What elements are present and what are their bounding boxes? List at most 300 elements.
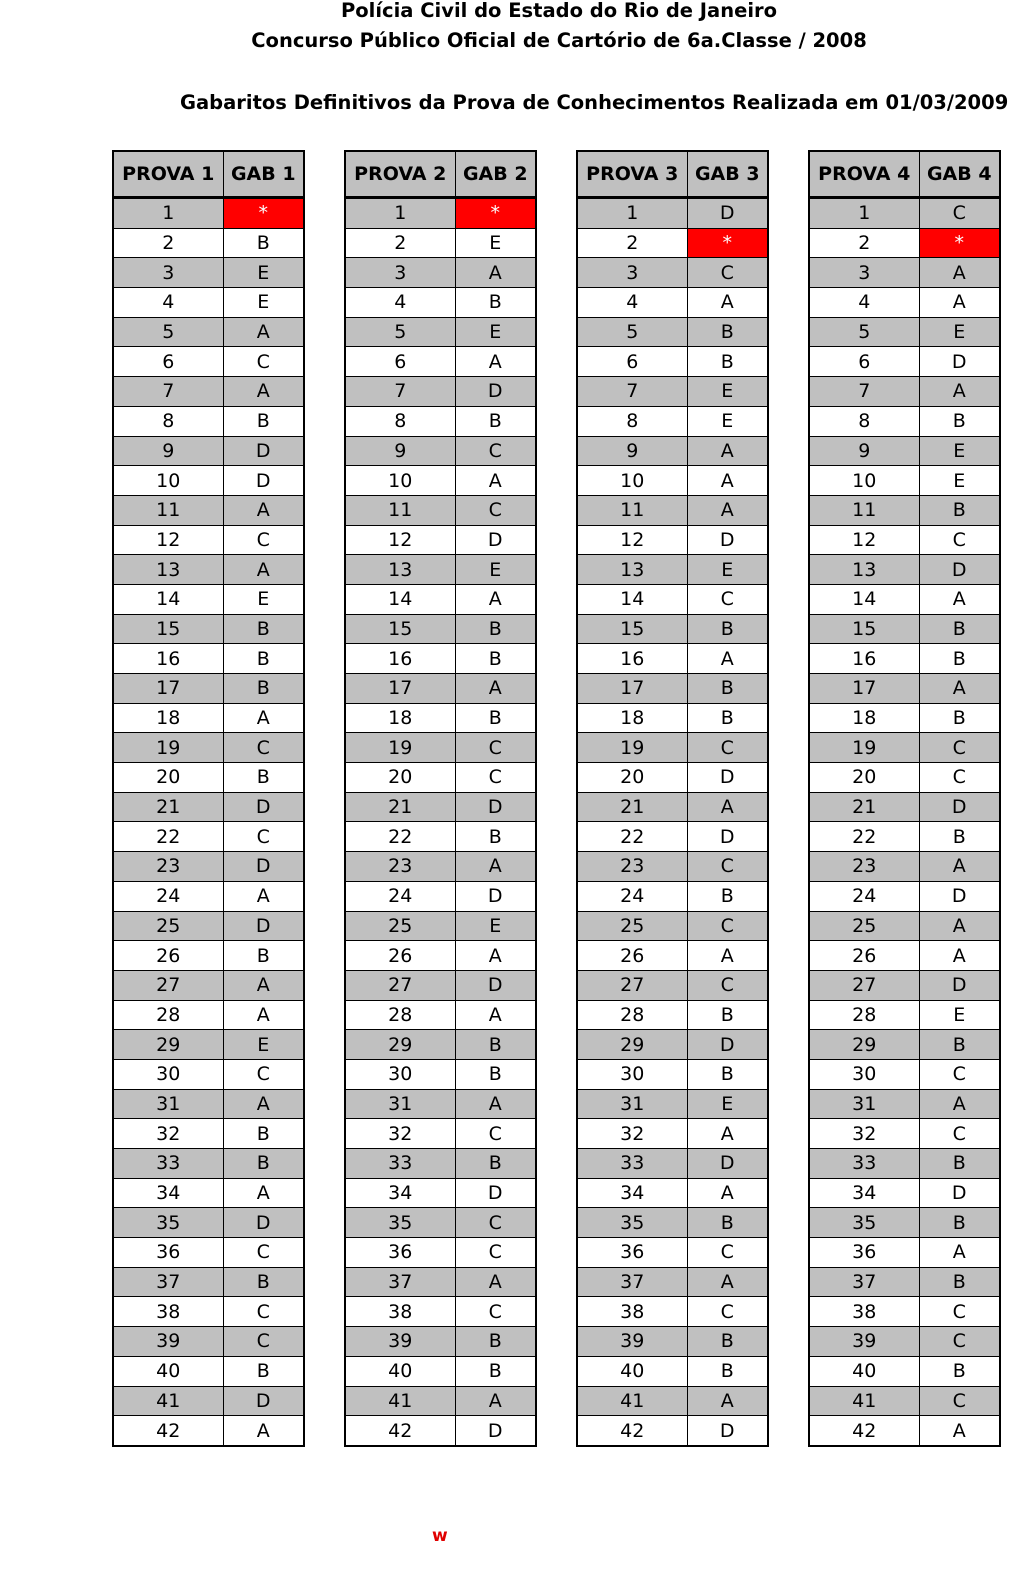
table-row [577,792,768,822]
table-row [809,1297,1000,1327]
answer-key-table-prova-1 [112,150,305,1447]
question-number: 19 [113,733,223,763]
question-number: 40 [345,1356,455,1386]
answer-cell: B [919,1267,1000,1297]
answer-cell: D [223,852,304,882]
table-row [113,1356,304,1386]
table-row [809,288,1000,318]
answer-cell: * [919,228,1000,258]
question-number: 8 [113,406,223,436]
question-number: 7 [113,377,223,407]
table-row [577,614,768,644]
table-row [113,466,304,496]
table-row [809,792,1000,822]
answer-cell: D [455,377,536,407]
answer-cell: C [455,1238,536,1268]
question-number: 5 [113,317,223,347]
answer-cell: A [919,584,1000,614]
table-row [113,1208,304,1238]
answer-cell: B [687,703,768,733]
question-number: 20 [345,763,455,793]
answer-cell: A [223,1000,304,1030]
answer-cell: C [919,1327,1000,1357]
answer-cell: D [687,763,768,793]
question-number: 37 [345,1267,455,1297]
answer-cell: B [687,1327,768,1357]
question-number: 26 [577,941,687,971]
question-number: 16 [345,644,455,674]
table-row [113,1416,304,1446]
question-number: 21 [345,792,455,822]
question-number: 16 [809,644,919,674]
answer-cell: E [687,377,768,407]
table-row [113,317,304,347]
answer-cell: B [687,1208,768,1238]
table-row [345,1356,536,1386]
table-row [577,970,768,1000]
table-row [577,1238,768,1268]
table-row [345,1149,536,1179]
question-number: 17 [113,674,223,704]
answer-cell: D [919,881,1000,911]
question-number: 15 [577,614,687,644]
question-number: 4 [577,288,687,318]
table-row [113,674,304,704]
question-number: 7 [577,377,687,407]
question-number: 8 [809,406,919,436]
answer-cell: D [687,198,768,229]
answer-cell: C [919,198,1000,229]
answer-cell: B [455,1327,536,1357]
table-row [577,674,768,704]
question-number: 17 [577,674,687,704]
question-number: 35 [113,1208,223,1238]
table-row [345,644,536,674]
table-row [577,1416,768,1446]
question-number: 12 [577,525,687,555]
answer-cell: A [223,881,304,911]
table-row [113,1327,304,1357]
question-number: 19 [345,733,455,763]
table-row [809,1030,1000,1060]
table-row [577,288,768,318]
table-row [577,525,768,555]
answer-cell: B [455,406,536,436]
answer-cell: C [455,733,536,763]
question-number: 21 [809,792,919,822]
answer-cell: E [919,1000,1000,1030]
answer-cell: A [455,1267,536,1297]
question-number: 33 [345,1149,455,1179]
question-number: 40 [577,1356,687,1386]
answer-cell: C [919,733,1000,763]
question-number: 41 [577,1386,687,1416]
prova-header: PROVA 4 [809,151,919,198]
answer-cell: A [687,1119,768,1149]
table-row [809,555,1000,585]
table-row [577,1297,768,1327]
question-number: 18 [113,703,223,733]
table-row [577,852,768,882]
answer-cell: C [455,763,536,793]
question-number: 32 [809,1119,919,1149]
answer-cell: A [919,258,1000,288]
question-number: 32 [113,1119,223,1149]
gab-header: GAB 3 [687,151,768,198]
table-row [809,1416,1000,1446]
question-number: 16 [577,644,687,674]
answer-cell: B [455,822,536,852]
question-number: 25 [809,911,919,941]
answer-cell: B [919,1149,1000,1179]
answer-cell: E [455,555,536,585]
answer-cell: B [223,228,304,258]
table-row [345,436,536,466]
answer-cell: B [223,1119,304,1149]
question-number: 24 [113,881,223,911]
question-number: 6 [113,347,223,377]
answer-cell: D [223,1208,304,1238]
answer-cell: D [919,555,1000,585]
answer-cell: A [223,317,304,347]
table-row [113,1297,304,1327]
question-number: 12 [809,525,919,555]
question-number: 21 [113,792,223,822]
answer-cell: A [223,377,304,407]
answer-cell: A [919,288,1000,318]
answer-cell: A [919,852,1000,882]
question-number: 33 [113,1149,223,1179]
answer-cell: C [919,1059,1000,1089]
answer-cell: A [455,941,536,971]
question-number: 13 [113,555,223,585]
answer-cell: E [223,584,304,614]
answer-cell: A [919,674,1000,704]
question-number: 36 [577,1238,687,1268]
answer-cell: * [223,198,304,229]
question-number: 8 [345,406,455,436]
table-row [113,377,304,407]
table-row [809,377,1000,407]
table-row [345,1119,536,1149]
table-row [345,1297,536,1327]
answer-cell: A [919,377,1000,407]
question-number: 30 [577,1059,687,1089]
question-number: 15 [345,614,455,644]
table-row [577,1356,768,1386]
gab-header: GAB 2 [455,151,536,198]
answer-cell: C [687,258,768,288]
question-number: 14 [345,584,455,614]
answer-cell: B [223,763,304,793]
answer-cell: A [455,1000,536,1030]
answer-cell: C [687,584,768,614]
table-row [113,1178,304,1208]
answer-cell: D [687,822,768,852]
answer-cell: D [223,792,304,822]
question-number: 19 [577,733,687,763]
table-row [113,1267,304,1297]
answer-cell: B [455,703,536,733]
table-row [809,1178,1000,1208]
question-number: 22 [113,822,223,852]
table-row [577,1208,768,1238]
question-number: 29 [113,1030,223,1060]
question-number: 38 [113,1297,223,1327]
table-row [113,614,304,644]
answer-cell: B [455,1030,536,1060]
answer-cell: A [455,852,536,882]
question-number: 34 [345,1178,455,1208]
question-number: 2 [577,228,687,258]
table-row [345,1208,536,1238]
answer-cell: A [223,1178,304,1208]
table-row [345,674,536,704]
question-number: 19 [809,733,919,763]
question-number: 6 [577,347,687,377]
table-row [577,347,768,377]
table-row [345,1089,536,1119]
question-number: 32 [345,1119,455,1149]
question-number: 37 [577,1267,687,1297]
answer-cell: A [455,1386,536,1416]
question-number: 42 [345,1416,455,1446]
question-number: 5 [577,317,687,347]
table-row [809,1089,1000,1119]
question-number: 38 [809,1297,919,1327]
table-row [809,1386,1000,1416]
table-row [809,763,1000,793]
answer-cell: B [919,614,1000,644]
table-row [809,1327,1000,1357]
answer-cell: E [687,406,768,436]
question-number: 31 [345,1089,455,1119]
table-row [809,198,1000,229]
question-number: 11 [577,495,687,525]
table-row [577,1030,768,1060]
table-row [113,525,304,555]
answer-cell: A [455,258,536,288]
answer-cell: D [455,792,536,822]
table-row [113,733,304,763]
table-row [113,555,304,585]
question-number: 40 [809,1356,919,1386]
table-row [809,436,1000,466]
question-number: 10 [577,466,687,496]
table-row [345,614,536,644]
table-row [345,1267,536,1297]
table-row [345,495,536,525]
table-row [577,822,768,852]
answer-cell: B [223,674,304,704]
table-row [577,377,768,407]
answer-cell: B [919,495,1000,525]
question-number: 1 [345,198,455,229]
answer-cell: C [455,436,536,466]
answer-cell: E [687,1089,768,1119]
table-row [809,1208,1000,1238]
answer-cell: B [687,614,768,644]
answer-cell: C [223,1327,304,1357]
question-number: 9 [345,436,455,466]
table-row [345,406,536,436]
question-number: 26 [113,941,223,971]
table-row [345,584,536,614]
answer-cell: A [687,1267,768,1297]
question-number: 4 [345,288,455,318]
question-number: 11 [113,495,223,525]
answer-cell: A [223,970,304,1000]
table-row [345,1000,536,1030]
question-number: 32 [577,1119,687,1149]
question-number: 24 [809,881,919,911]
question-number: 1 [113,198,223,229]
answer-cell: C [919,763,1000,793]
question-number: 13 [577,555,687,585]
question-number: 13 [809,555,919,585]
question-number: 41 [809,1386,919,1416]
answer-cell: A [687,792,768,822]
question-number: 40 [113,1356,223,1386]
question-number: 36 [113,1238,223,1268]
answer-cell: A [223,495,304,525]
question-number: 23 [809,852,919,882]
question-number: 27 [113,970,223,1000]
table-row [113,288,304,318]
answer-cell: E [223,258,304,288]
answer-cell: C [223,733,304,763]
question-number: 10 [113,466,223,496]
table-row [577,1386,768,1416]
answer-cell: C [223,525,304,555]
answer-cell: A [687,436,768,466]
question-number: 12 [113,525,223,555]
question-number: 10 [345,466,455,496]
question-number: 12 [345,525,455,555]
question-number: 1 [577,198,687,229]
table-row [577,1149,768,1179]
answer-cell: B [223,614,304,644]
question-number: 5 [809,317,919,347]
question-number: 7 [345,377,455,407]
answer-cell: D [687,1416,768,1446]
answer-cell: E [919,466,1000,496]
table-row [577,1089,768,1119]
question-number: 17 [345,674,455,704]
question-number: 8 [577,406,687,436]
answer-cell: A [919,941,1000,971]
question-number: 29 [577,1030,687,1060]
table-row [345,466,536,496]
table-row [809,970,1000,1000]
answer-cell: C [687,852,768,882]
question-number: 27 [577,970,687,1000]
table-row [113,792,304,822]
table-row [809,703,1000,733]
question-number: 35 [345,1208,455,1238]
question-number: 22 [577,822,687,852]
table-row [577,555,768,585]
question-number: 36 [809,1238,919,1268]
table-row [809,1119,1000,1149]
answer-cell: E [223,1030,304,1060]
table-row [577,1327,768,1357]
table-row [577,911,768,941]
answer-cell: * [687,228,768,258]
answer-cell: D [455,1416,536,1446]
question-number: 18 [809,703,919,733]
table-row [809,674,1000,704]
table-row [577,584,768,614]
table-row [809,852,1000,882]
table-row [345,1416,536,1446]
question-number: 23 [345,852,455,882]
table-row [577,1267,768,1297]
table-row [113,1059,304,1089]
table-row [577,733,768,763]
question-number: 6 [809,347,919,377]
table-row [113,822,304,852]
answer-cell: A [455,466,536,496]
question-number: 28 [345,1000,455,1030]
question-number: 27 [345,970,455,1000]
question-number: 39 [809,1327,919,1357]
answer-cell: B [455,288,536,318]
table-row [809,1356,1000,1386]
question-number: 33 [809,1149,919,1179]
table-row [113,258,304,288]
answer-cell: B [223,1267,304,1297]
answer-cell: B [223,941,304,971]
question-number: 17 [809,674,919,704]
question-number: 38 [345,1297,455,1327]
answer-cell: E [223,288,304,318]
answer-cell: A [919,1416,1000,1446]
table-row [113,763,304,793]
question-number: 1 [809,198,919,229]
table-row [345,555,536,585]
table-row [809,584,1000,614]
table-row [113,495,304,525]
answer-cell: D [919,970,1000,1000]
answer-cell: A [687,288,768,318]
question-number: 20 [809,763,919,793]
question-number: 39 [577,1327,687,1357]
answer-cell: B [687,674,768,704]
question-number: 30 [113,1059,223,1089]
answer-cell: B [687,881,768,911]
answer-cell: C [687,733,768,763]
table-row [345,733,536,763]
question-number: 22 [809,822,919,852]
answer-cell: D [687,525,768,555]
question-number: 34 [577,1178,687,1208]
answer-cell: D [455,1178,536,1208]
answer-cell: A [455,1089,536,1119]
answer-cell: C [455,1208,536,1238]
answer-cell: D [687,1149,768,1179]
question-number: 4 [113,288,223,318]
table-row [345,941,536,971]
answer-cell: A [687,495,768,525]
question-number: 34 [809,1178,919,1208]
table-row [345,852,536,882]
answer-cell: C [223,822,304,852]
table-row [113,198,304,229]
answer-cell: C [687,1297,768,1327]
question-number: 2 [809,228,919,258]
table-row [809,1000,1000,1030]
